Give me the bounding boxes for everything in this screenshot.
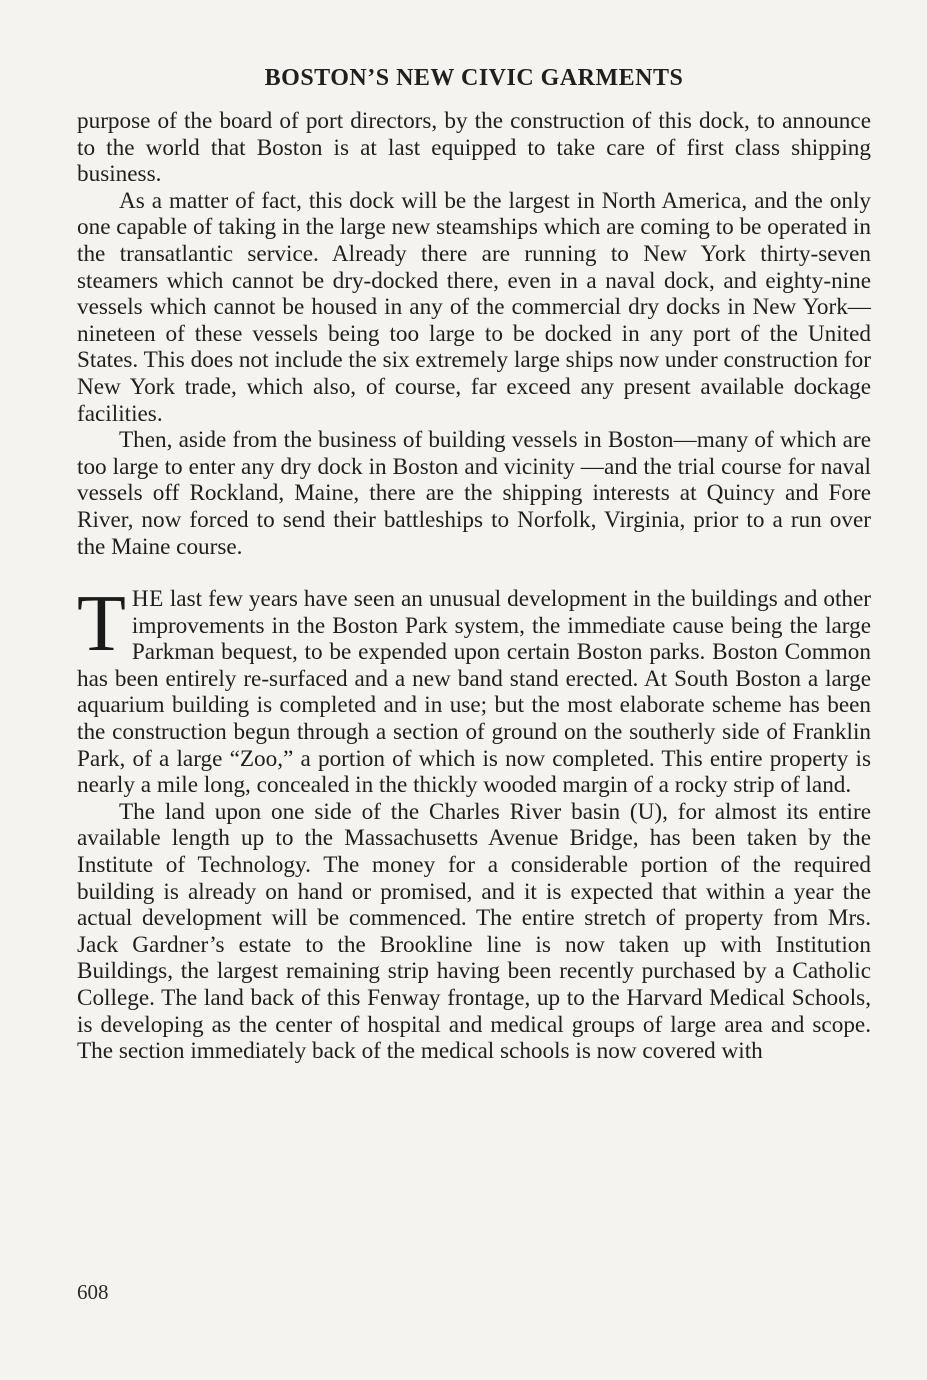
paragraph-charles-river: The land upon one side of the Charles River basin (U), for almost its entire available length up to the Massachusetts Avenue Bridge, has been taken by the Institute of Technology. The money for a considerable portion of the required building is already on hand or promised, and it is expected that within a year the actual development will be commenced. The entire stretch of property from Mrs. Jack Gardner’s estate to the Brookline line is now taken up with Institution Buildings, the largest remaining strip having been recently purchased by a Catholic College. The land back of this Fenway frontage, up to the Harvard Medical Schools, is developing as the center of hospital and medical groups of large area and scope. The section immediately back of the medical schools is now covered with <box>77 798 871 1065</box>
paragraph-parks <box>77 580 871 799</box>
running-head: BOSTON’S NEW CIVIC GARMENTS <box>264 65 684 91</box>
paragraph-continued: purpose of the board of port directors, by the construction of this dock, to announce to the world that Boston is at last equipped to take care of first class shipping business. <box>77 108 871 188</box>
page-number: 608 <box>77 1280 109 1304</box>
section-break <box>77 560 871 586</box>
drop-cap: T <box>77 580 126 669</box>
paragraph-parks-text: last few years have seen an unusual development in the buildings and other improvements in the Boston Park system, the immediate cause being the large Parkman bequest, to be expended upon certain Boston parks. Boston Common has been entirely re-surfaced and a new band stand erected. At South Boston a large aquarium building is completed and in use; but the most elaborate scheme has been the construction begun through a section of ground on the southerly side of Franklin Park, of a large “Zoo,” a portion of which is now completed. This entire property is nearly a mile long, concealed in the thickly wooded margin of a rocky strip of land. <box>77 586 871 799</box>
page-body <box>77 62 871 1065</box>
opening-word: HE <box>131 586 164 613</box>
paragraph-dock: As a matter of fact, this dock will be the largest in North America, and the only one capable of taking in the large new steamships which are coming to be operated in the transatlantic service. Already there are running to New York thirty-seven steamers which cannot be dry-docked there, even in a naval dock, and eighty-nine vessels which cannot be housed in any of the commercial dry docks in New York—nineteen of these vessels being too large to be docked in any port of the United States. This does not include the six extremely large ships now under construction for New York trade, which also, of course, far exceed any present available dockage facilities. <box>77 187 871 427</box>
paragraph-shipbuilding: Then, aside from the business of building vessels in Boston—many of which are too large to enter any dry dock in Boston and vicinity —and the trial course for naval vessels off Rockland, Maine, there are the shipping interests at Quincy and Fore River, now forced to send their battleships to Norfolk, Virginia, prior to a run over the Maine course. <box>77 427 871 560</box>
